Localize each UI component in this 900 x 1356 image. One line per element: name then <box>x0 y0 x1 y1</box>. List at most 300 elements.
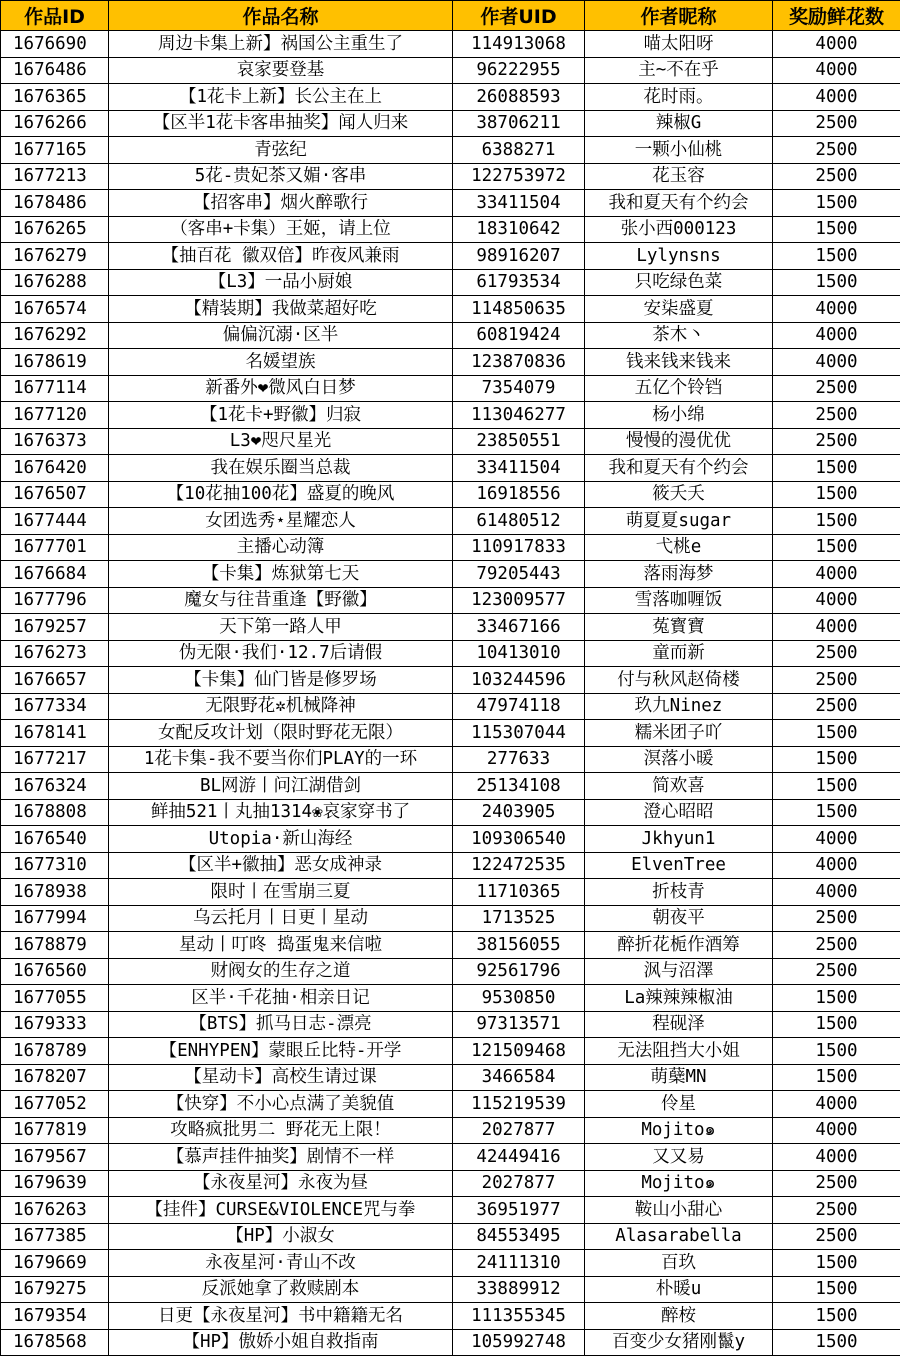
author-nickname-cell: 辣椒G <box>585 110 773 137</box>
table-row <box>1 879 900 906</box>
table-row <box>1 1144 900 1171</box>
work-id-cell: 1676288 <box>1 269 109 296</box>
work-title-cell: 名媛望族 <box>109 349 453 376</box>
work-title-cell: 偏偏沉溺·区半 <box>109 322 453 349</box>
work-id-cell: 1677701 <box>1 534 109 561</box>
header-work-id: 作品ID <box>1 1 109 31</box>
author-nickname-cell: 百变少女猪刚鬣y <box>585 1329 773 1356</box>
reward-flowers-cell: 2500 <box>773 905 900 932</box>
header-author-nickname: 作者昵称 <box>585 1 773 31</box>
author-nickname-cell: 伶星 <box>585 1091 773 1118</box>
work-id-cell: 1678879 <box>1 932 109 959</box>
author-uid-cell: 7354079 <box>453 375 585 402</box>
work-title-cell: Utopia·新山海经 <box>109 826 453 853</box>
reward-flowers-cell: 2500 <box>773 402 900 429</box>
reward-flowers-cell: 4000 <box>773 84 900 111</box>
work-id-cell: 1677796 <box>1 587 109 614</box>
work-title-cell: 【慕声挂件抽奖】剧情不一样 <box>109 1144 453 1171</box>
work-title-cell: 反派她拿了救赎剧本 <box>109 1276 453 1303</box>
work-id-cell: 1677310 <box>1 852 109 879</box>
author-nickname-cell: 我和夏天有个约会 <box>585 455 773 482</box>
author-nickname-cell: 玖九Ninez <box>585 693 773 720</box>
table-row <box>1 296 900 323</box>
work-id-cell: 1676507 <box>1 481 109 508</box>
table-body <box>1 31 900 1356</box>
work-id-cell: 1676266 <box>1 110 109 137</box>
work-title-cell: 伪无限·我们·12.7后请假 <box>109 640 453 667</box>
author-uid-cell: 115219539 <box>453 1091 585 1118</box>
author-uid-cell: 61793534 <box>453 269 585 296</box>
work-title-cell: 【区半+徽抽】恶女成神录 <box>109 852 453 879</box>
table-row <box>1 84 900 111</box>
work-title-cell: 财阀女的生存之道 <box>109 958 453 985</box>
reward-flowers-cell: 2500 <box>773 428 900 455</box>
author-nickname-cell: 钱来钱来钱来 <box>585 349 773 376</box>
table-row <box>1 1091 900 1118</box>
work-title-cell: 【快穿】不小心点满了美貌值 <box>109 1091 453 1118</box>
author-nickname-cell: 折枝青 <box>585 879 773 906</box>
author-nickname-cell: 花时雨。 <box>585 84 773 111</box>
author-uid-cell: 23850551 <box>453 428 585 455</box>
work-id-cell: 1677819 <box>1 1117 109 1144</box>
work-title-cell: 乌云托月丨日更丨星动 <box>109 905 453 932</box>
reward-flowers-cell: 1500 <box>773 1011 900 1038</box>
work-id-cell: 1678207 <box>1 1064 109 1091</box>
author-uid-cell: 16918556 <box>453 481 585 508</box>
table-row <box>1 1117 900 1144</box>
table-row <box>1 852 900 879</box>
author-nickname-cell: 醉折花栀作酒筹 <box>585 932 773 959</box>
reward-flowers-cell: 4000 <box>773 31 900 58</box>
author-nickname-cell: 慢慢的漫优优 <box>585 428 773 455</box>
reward-flowers-cell: 4000 <box>773 614 900 641</box>
work-id-cell: 1678619 <box>1 349 109 376</box>
work-title-cell: 日更【永夜星河】书中籍籍无名 <box>109 1303 453 1330</box>
work-title-cell: 【ENHYPEN】蒙眼丘比特-开学 <box>109 1038 453 1065</box>
author-nickname-cell: 雪落咖喱饭 <box>585 587 773 614</box>
author-uid-cell: 79205443 <box>453 561 585 588</box>
work-id-cell: 1677217 <box>1 746 109 773</box>
work-id-cell: 1676365 <box>1 84 109 111</box>
work-title-cell: 【卡集】炼狱第七天 <box>109 561 453 588</box>
reward-flowers-cell: 4000 <box>773 561 900 588</box>
table-row <box>1 534 900 561</box>
work-id-cell: 1678789 <box>1 1038 109 1065</box>
work-title-cell: 周边卡集上新】祸国公主重生了 <box>109 31 453 58</box>
work-title-cell: 【永夜星河】永夜为昼 <box>109 1170 453 1197</box>
table-row <box>1 1038 900 1065</box>
table-row <box>1 773 900 800</box>
reward-flowers-cell: 1500 <box>773 481 900 508</box>
work-title-cell: 【精装期】我做菜超好吃 <box>109 296 453 323</box>
table-row <box>1 958 900 985</box>
table-row <box>1 1223 900 1250</box>
work-title-cell: 【BTS】抓马日志-漂亮 <box>109 1011 453 1038</box>
reward-flowers-cell: 4000 <box>773 1117 900 1144</box>
author-nickname-cell: 又又易 <box>585 1144 773 1171</box>
work-id-cell: 1678141 <box>1 720 109 747</box>
author-uid-cell: 9530850 <box>453 985 585 1012</box>
reward-flowers-cell: 2500 <box>773 163 900 190</box>
reward-flowers-cell: 1500 <box>773 746 900 773</box>
work-id-cell: 1677055 <box>1 985 109 1012</box>
work-title-cell: 【10花抽100花】盛夏的晚风 <box>109 481 453 508</box>
table-row <box>1 1170 900 1197</box>
work-id-cell: 1676420 <box>1 455 109 482</box>
table-row <box>1 614 900 641</box>
author-uid-cell: 2027877 <box>453 1170 585 1197</box>
reward-flowers-cell: 1500 <box>773 534 900 561</box>
work-title-cell: 鲜抽521丨丸抽1314❀哀家穿书了 <box>109 799 453 826</box>
table-row <box>1 137 900 164</box>
work-title-cell: 【1花卡上新】长公主在上 <box>109 84 453 111</box>
work-title-cell: 【抽百花 徽双倍】昨夜风兼雨 <box>109 243 453 270</box>
table-row <box>1 985 900 1012</box>
work-title-cell: 5花-贵妃茶又媚·客串 <box>109 163 453 190</box>
author-uid-cell: 2403905 <box>453 799 585 826</box>
header-work-title: 作品名称 <box>109 1 453 31</box>
work-id-cell: 1677165 <box>1 137 109 164</box>
work-id-cell: 1676273 <box>1 640 109 667</box>
table-row <box>1 1197 900 1224</box>
work-title-cell: 主播心动簿 <box>109 534 453 561</box>
table-row <box>1 932 900 959</box>
author-nickname-cell: 我和夏天有个约会 <box>585 190 773 217</box>
table-row <box>1 640 900 667</box>
author-nickname-cell: 菟寳寶 <box>585 614 773 641</box>
reward-flowers-cell: 1500 <box>773 799 900 826</box>
author-nickname-cell: 茶木丶 <box>585 322 773 349</box>
work-id-cell: 1679669 <box>1 1250 109 1277</box>
table-row <box>1 746 900 773</box>
work-title-cell: 【星动卡】高校生请过课 <box>109 1064 453 1091</box>
author-uid-cell: 33467166 <box>453 614 585 641</box>
author-nickname-cell: 沨与沼澤 <box>585 958 773 985</box>
table-row <box>1 826 900 853</box>
author-nickname-cell: 朝夜平 <box>585 905 773 932</box>
author-nickname-cell: 简欢喜 <box>585 773 773 800</box>
work-id-cell: 1679639 <box>1 1170 109 1197</box>
reward-flowers-cell: 1500 <box>773 243 900 270</box>
table-row <box>1 243 900 270</box>
reward-flowers-cell: 2500 <box>773 1223 900 1250</box>
author-uid-cell: 11710365 <box>453 879 585 906</box>
reward-flowers-cell: 4000 <box>773 852 900 879</box>
author-uid-cell: 33889912 <box>453 1276 585 1303</box>
work-title-cell: L3❤咫尺星光 <box>109 428 453 455</box>
author-uid-cell: 113046277 <box>453 402 585 429</box>
author-nickname-cell: ElvenTree <box>585 852 773 879</box>
work-title-cell: 【卡集】仙门皆是修罗场 <box>109 667 453 694</box>
author-nickname-cell: 无法阻挡大小姐 <box>585 1038 773 1065</box>
work-title-cell: BL网游丨问江湖借剑 <box>109 773 453 800</box>
work-id-cell: 1676265 <box>1 216 109 243</box>
work-title-cell: 【1花卡+野徽】归寂 <box>109 402 453 429</box>
author-nickname-cell: 弋桃e <box>585 534 773 561</box>
table-row <box>1 1329 900 1356</box>
table-row <box>1 508 900 535</box>
author-uid-cell: 60819424 <box>453 322 585 349</box>
author-uid-cell: 103244596 <box>453 667 585 694</box>
work-id-cell: 1677052 <box>1 1091 109 1118</box>
reward-flowers-cell: 4000 <box>773 826 900 853</box>
work-id-cell: 1676486 <box>1 57 109 84</box>
work-id-cell: 1676684 <box>1 561 109 588</box>
work-title-cell: 【HP】小淑女 <box>109 1223 453 1250</box>
work-id-cell: 1676574 <box>1 296 109 323</box>
author-uid-cell: 97313571 <box>453 1011 585 1038</box>
reward-flowers-cell: 1500 <box>773 216 900 243</box>
author-uid-cell: 114850635 <box>453 296 585 323</box>
table-row <box>1 322 900 349</box>
table-row <box>1 799 900 826</box>
work-id-cell: 1677114 <box>1 375 109 402</box>
work-title-cell: 【招客串】烟火醉歌行 <box>109 190 453 217</box>
work-id-cell: 1677994 <box>1 905 109 932</box>
reward-flowers-cell: 2500 <box>773 667 900 694</box>
table-row <box>1 216 900 243</box>
reward-flowers-cell: 1500 <box>773 773 900 800</box>
author-nickname-cell: 花玉容 <box>585 163 773 190</box>
reward-flowers-cell: 1500 <box>773 1329 900 1356</box>
author-uid-cell: 121509468 <box>453 1038 585 1065</box>
author-nickname-cell: Mojito๑ <box>585 1170 773 1197</box>
reward-flowers-cell: 1500 <box>773 455 900 482</box>
work-id-cell: 1676279 <box>1 243 109 270</box>
header-row <box>1 1 900 31</box>
reward-flowers-cell: 1500 <box>773 1038 900 1065</box>
author-uid-cell: 10413010 <box>453 640 585 667</box>
work-title-cell: 限时丨在雪崩三夏 <box>109 879 453 906</box>
reward-flowers-cell: 4000 <box>773 296 900 323</box>
table-row <box>1 269 900 296</box>
author-uid-cell: 26088593 <box>453 84 585 111</box>
author-uid-cell: 25134108 <box>453 773 585 800</box>
table-row <box>1 455 900 482</box>
author-nickname-cell: 萌夏夏sugar <box>585 508 773 535</box>
reward-flowers-cell: 2500 <box>773 640 900 667</box>
author-nickname-cell: 付与秋风赵倚楼 <box>585 667 773 694</box>
author-nickname-cell: 五亿个铃铛 <box>585 375 773 402</box>
author-uid-cell: 1713525 <box>453 905 585 932</box>
author-uid-cell: 114913068 <box>453 31 585 58</box>
work-title-cell: 区半·千花抽·相亲日记 <box>109 985 453 1012</box>
author-uid-cell: 6388271 <box>453 137 585 164</box>
table-row <box>1 1250 900 1277</box>
reward-flowers-cell: 2500 <box>773 932 900 959</box>
table-row <box>1 1303 900 1330</box>
table-row <box>1 1064 900 1091</box>
author-uid-cell: 38706211 <box>453 110 585 137</box>
work-id-cell: 1678568 <box>1 1329 109 1356</box>
reward-flowers-cell: 4000 <box>773 587 900 614</box>
work-id-cell: 1676657 <box>1 667 109 694</box>
work-title-cell: 魔女与往昔重逢【野徽】 <box>109 587 453 614</box>
table-row <box>1 720 900 747</box>
work-title-cell: 女配反攻计划（限时野花无限） <box>109 720 453 747</box>
author-uid-cell: 92561796 <box>453 958 585 985</box>
work-id-cell: 1678938 <box>1 879 109 906</box>
work-title-cell: （客串+卡集）王姬，请上位 <box>109 216 453 243</box>
author-nickname-cell: 杨小绵 <box>585 402 773 429</box>
table-row <box>1 110 900 137</box>
reward-flowers-cell: 4000 <box>773 322 900 349</box>
table-row <box>1 57 900 84</box>
work-id-cell: 1679257 <box>1 614 109 641</box>
author-uid-cell: 96222955 <box>453 57 585 84</box>
reward-flowers-cell: 4000 <box>773 57 900 84</box>
work-title-cell: 【区半1花卡客串抽奖】闻人归来 <box>109 110 453 137</box>
author-uid-cell: 42449416 <box>453 1144 585 1171</box>
reward-flowers-cell: 2500 <box>773 137 900 164</box>
table-row <box>1 375 900 402</box>
author-nickname-cell: 程砚泽 <box>585 1011 773 1038</box>
reward-flowers-cell: 1500 <box>773 1276 900 1303</box>
author-nickname-cell: 鞍山小甜心 <box>585 1197 773 1224</box>
reward-flowers-cell: 1500 <box>773 269 900 296</box>
work-title-cell: 【HP】傲娇小姐自救指南 <box>109 1329 453 1356</box>
author-uid-cell: 109306540 <box>453 826 585 853</box>
author-uid-cell: 123870836 <box>453 349 585 376</box>
author-nickname-cell: Alasarabella <box>585 1223 773 1250</box>
reward-flowers-cell: 1500 <box>773 1303 900 1330</box>
author-uid-cell: 98916207 <box>453 243 585 270</box>
author-uid-cell: 2027877 <box>453 1117 585 1144</box>
author-nickname-cell: 张小西000123 <box>585 216 773 243</box>
work-title-cell: 【挂件】CURSE&VIOLENCE咒与拳 <box>109 1197 453 1224</box>
author-uid-cell: 61480512 <box>453 508 585 535</box>
author-uid-cell: 24111310 <box>453 1250 585 1277</box>
reward-flowers-cell: 1500 <box>773 720 900 747</box>
table-row <box>1 1276 900 1303</box>
reward-flowers-cell: 2500 <box>773 1170 900 1197</box>
work-title-cell: 新番外❤微风白日梦 <box>109 375 453 402</box>
work-id-cell: 1676324 <box>1 773 109 800</box>
work-id-cell: 1679275 <box>1 1276 109 1303</box>
reward-flowers-cell: 1500 <box>773 1250 900 1277</box>
work-title-cell: 我在娱乐圈当总裁 <box>109 455 453 482</box>
work-title-cell: 女团选秀⋆星耀恋人 <box>109 508 453 535</box>
author-nickname-cell: 喵太阳呀 <box>585 31 773 58</box>
reward-flowers-cell: 2500 <box>773 110 900 137</box>
work-title-cell: 星动丨叮咚 捣蛋鬼来信啦 <box>109 932 453 959</box>
author-uid-cell: 123009577 <box>453 587 585 614</box>
author-uid-cell: 18310642 <box>453 216 585 243</box>
table-row <box>1 905 900 932</box>
header-author-uid: 作者UID <box>453 1 585 31</box>
work-title-cell: 天下第一路人甲 <box>109 614 453 641</box>
work-id-cell: 1677213 <box>1 163 109 190</box>
work-id-cell: 1676263 <box>1 1197 109 1224</box>
author-nickname-cell: 朴暖u <box>585 1276 773 1303</box>
author-nickname-cell: 筱夭夭 <box>585 481 773 508</box>
reward-flowers-cell: 2500 <box>773 958 900 985</box>
work-title-cell: 无限野花✲机械降神 <box>109 693 453 720</box>
author-nickname-cell: 澄心昭昭 <box>585 799 773 826</box>
table-row <box>1 693 900 720</box>
author-nickname-cell: La辣辣辣椒油 <box>585 985 773 1012</box>
author-uid-cell: 3466584 <box>453 1064 585 1091</box>
table-row <box>1 349 900 376</box>
author-nickname-cell: Mojito๑ <box>585 1117 773 1144</box>
author-uid-cell: 84553495 <box>453 1223 585 1250</box>
work-title-cell: 【L3】一品小厨娘 <box>109 269 453 296</box>
work-id-cell: 1679333 <box>1 1011 109 1038</box>
work-id-cell: 1678486 <box>1 190 109 217</box>
author-nickname-cell: 一颗小仙桃 <box>585 137 773 164</box>
author-nickname-cell: 百玖 <box>585 1250 773 1277</box>
table-row <box>1 667 900 694</box>
header-reward-flowers: 奖励鲜花数 <box>773 1 900 31</box>
work-id-cell: 1677334 <box>1 693 109 720</box>
author-nickname-cell: 糯米团子吖 <box>585 720 773 747</box>
reward-flowers-cell: 1500 <box>773 508 900 535</box>
author-nickname-cell: 落雨海梦 <box>585 561 773 588</box>
reward-flowers-cell: 4000 <box>773 879 900 906</box>
reward-flowers-cell: 4000 <box>773 349 900 376</box>
author-nickname-cell: 萌蘖MN <box>585 1064 773 1091</box>
work-id-cell: 1678808 <box>1 799 109 826</box>
table-row <box>1 1011 900 1038</box>
reward-flowers-cell: 2500 <box>773 693 900 720</box>
reward-flowers-cell: 1500 <box>773 985 900 1012</box>
author-nickname-cell: 安柒盛夏 <box>585 296 773 323</box>
work-id-cell: 1676560 <box>1 958 109 985</box>
work-id-cell: 1676373 <box>1 428 109 455</box>
work-title-cell: 永夜星河·青山不改 <box>109 1250 453 1277</box>
work-title-cell: 攻略疯批男二 野花无上限！ <box>109 1117 453 1144</box>
table-row <box>1 587 900 614</box>
work-id-cell: 1679567 <box>1 1144 109 1171</box>
author-uid-cell: 33411504 <box>453 455 585 482</box>
work-id-cell: 1677444 <box>1 508 109 535</box>
work-id-cell: 1676690 <box>1 31 109 58</box>
author-uid-cell: 122472535 <box>453 852 585 879</box>
author-nickname-cell: 醉桉 <box>585 1303 773 1330</box>
work-id-cell: 1676540 <box>1 826 109 853</box>
work-title-cell: 青弦纪 <box>109 137 453 164</box>
table-row <box>1 561 900 588</box>
table-row <box>1 190 900 217</box>
author-uid-cell: 115307044 <box>453 720 585 747</box>
work-id-cell: 1677385 <box>1 1223 109 1250</box>
table-row <box>1 481 900 508</box>
author-uid-cell: 110917833 <box>453 534 585 561</box>
reward-flowers-cell: 2500 <box>773 375 900 402</box>
work-id-cell: 1679354 <box>1 1303 109 1330</box>
author-nickname-cell: 童而新 <box>585 640 773 667</box>
author-nickname-cell: 溟落小暖 <box>585 746 773 773</box>
reward-flowers-cell: 1500 <box>773 1064 900 1091</box>
author-uid-cell: 277633 <box>453 746 585 773</box>
author-uid-cell: 36951977 <box>453 1197 585 1224</box>
work-id-cell: 1677120 <box>1 402 109 429</box>
work-title-cell: 哀家要登基 <box>109 57 453 84</box>
author-nickname-cell: 主~不在乎 <box>585 57 773 84</box>
reward-flowers-cell: 1500 <box>773 190 900 217</box>
table-row <box>1 31 900 58</box>
author-nickname-cell: Lylynsns <box>585 243 773 270</box>
author-uid-cell: 47974118 <box>453 693 585 720</box>
reward-flowers-cell: 4000 <box>773 1091 900 1118</box>
author-uid-cell: 111355345 <box>453 1303 585 1330</box>
work-title-cell: 1花卡集-我不要当你们PLAY的一环 <box>109 746 453 773</box>
table-row <box>1 163 900 190</box>
reward-flowers-cell: 2500 <box>773 1197 900 1224</box>
author-uid-cell: 38156055 <box>453 932 585 959</box>
author-uid-cell: 33411504 <box>453 190 585 217</box>
author-nickname-cell: 只吃绿色菜 <box>585 269 773 296</box>
